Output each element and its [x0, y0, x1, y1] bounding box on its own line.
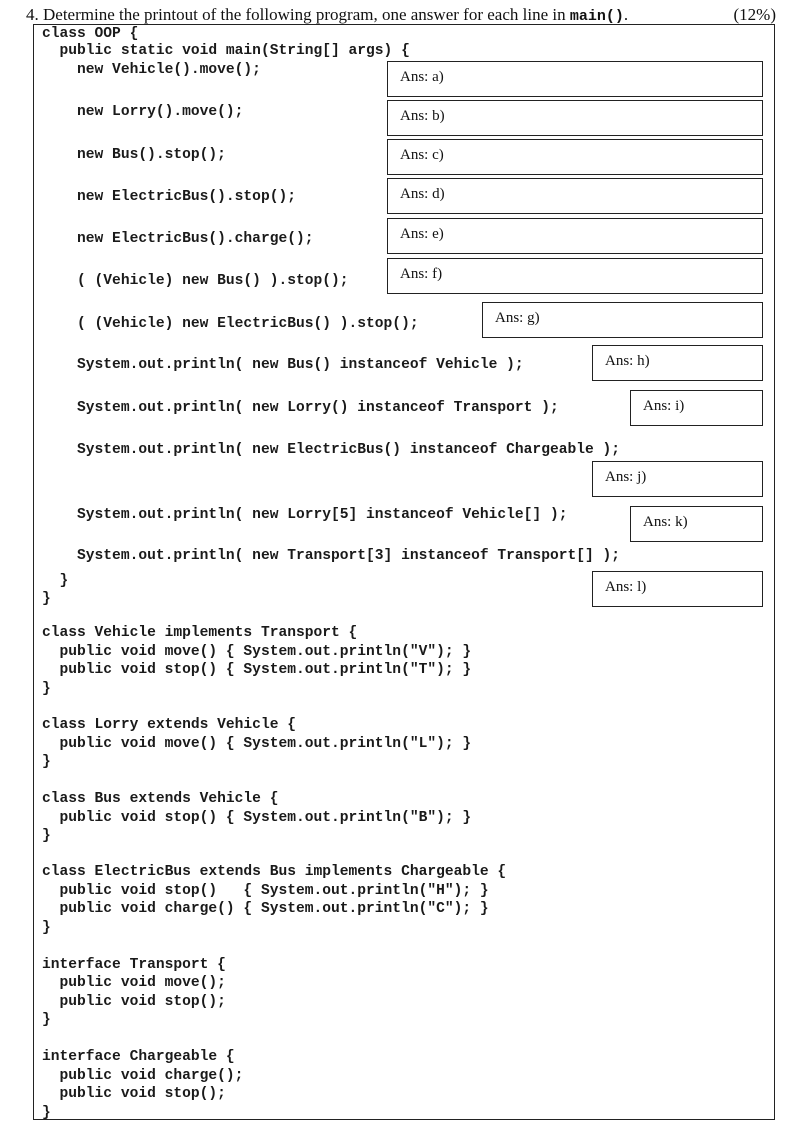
code-line-class-oop-close: }: [42, 591, 51, 607]
code-line-g: ( (Vehicle) new ElectricBus() ).stop();: [42, 316, 419, 332]
answer-label-k: Ans: k): [643, 514, 688, 530]
question-marks: (12%): [733, 5, 776, 24]
code-line-a: new Vehicle().move();: [42, 62, 261, 78]
answer-box-d[interactable]: [387, 178, 763, 214]
code-line-vehicle-move: public void move() { System.out.println("V"); }: [42, 644, 472, 660]
code-line-j: System.out.println( new ElectricBus() instanceof Chargeable );: [42, 442, 621, 458]
answer-label-c: Ans: c): [400, 147, 444, 163]
answer-label-e: Ans: e): [400, 226, 444, 242]
answer-box-l[interactable]: [592, 571, 763, 607]
answer-box-i[interactable]: [630, 390, 763, 426]
code-line-transport-close: }: [42, 1012, 51, 1028]
answer-label-b: Ans: b): [400, 108, 445, 124]
code-line-transport-decl: interface Transport {: [42, 957, 226, 973]
answer-label-d: Ans: d): [400, 186, 445, 202]
code-line-h: System.out.println( new Bus() instanceof Vehicle );: [42, 357, 524, 373]
code-line-l: System.out.println( new Transport[3] instanceof Transport[] );: [42, 548, 621, 564]
answer-box-a[interactable]: [387, 61, 763, 97]
question-header: [18, 4, 784, 26]
answer-box-c[interactable]: [387, 139, 763, 175]
code-line-lorry-decl: class Lorry extends Vehicle {: [42, 717, 296, 733]
answer-box-k[interactable]: [630, 506, 763, 542]
code-line-d: new ElectricBus().stop();: [42, 189, 296, 205]
code-line-chargeable-stop: public void stop();: [42, 1086, 226, 1102]
question-text-prefix: 4. Determine the printout of the following program, one answer for each line in: [26, 5, 570, 24]
code-line-main-signature: public static void main(String[] args) {: [42, 43, 410, 59]
code-line-k: System.out.println( new Lorry[5] instanceof Vehicle[] );: [42, 507, 568, 523]
question-text: [26, 5, 628, 25]
answer-box-f[interactable]: [387, 258, 763, 294]
code-line-bus-close: }: [42, 828, 51, 844]
code-line-vehicle-decl: class Vehicle implements Transport {: [42, 625, 358, 641]
code-line-electricbus-decl: class ElectricBus extends Bus implements Chargeable {: [42, 864, 507, 880]
answer-label-l: Ans: l): [605, 579, 647, 595]
answer-box-h[interactable]: [592, 345, 763, 381]
code-line-class-oop: class OOP {: [42, 26, 139, 42]
code-line-lorry-close: }: [42, 754, 51, 770]
code-line-electricbus-charge: public void charge() { System.out.println("C"); }: [42, 901, 489, 917]
code-line-chargeable-charge: public void charge();: [42, 1068, 244, 1084]
answer-label-h: Ans: h): [605, 353, 650, 369]
code-line-chargeable-close: }: [42, 1105, 51, 1121]
code-line-chargeable-decl: interface Chargeable {: [42, 1049, 235, 1065]
code-line-transport-move: public void move();: [42, 975, 226, 991]
answer-label-j: Ans: j): [605, 469, 647, 485]
answer-label-i: Ans: i): [643, 398, 685, 414]
code-line-bus-stop: public void stop() { System.out.println("B"); }: [42, 810, 472, 826]
code-line-c: new Bus().stop();: [42, 147, 226, 163]
answer-box-b[interactable]: [387, 100, 763, 136]
code-line-transport-stop: public void stop();: [42, 994, 226, 1010]
answer-label-g: Ans: g): [495, 310, 540, 326]
answer-box-e[interactable]: [387, 218, 763, 254]
code-line-lorry-move: public void move() { System.out.println("L"); }: [42, 736, 472, 752]
code-line-i: System.out.println( new Lorry() instanceof Transport );: [42, 400, 559, 416]
answer-box-j[interactable]: [592, 461, 763, 497]
code-line-bus-decl: class Bus extends Vehicle {: [42, 791, 279, 807]
method-name-code: main(): [569, 8, 624, 25]
answer-box-g[interactable]: [482, 302, 763, 338]
code-line-f: ( (Vehicle) new Bus() ).stop();: [42, 273, 349, 289]
code-line-main-close: }: [42, 573, 69, 589]
answer-label-a: Ans: a): [400, 69, 444, 85]
question-text-suffix: .: [623, 5, 629, 24]
code-line-vehicle-close: }: [42, 681, 51, 697]
code-line-vehicle-stop: public void stop() { System.out.println("T"); }: [42, 662, 472, 678]
code-line-b: new Lorry().move();: [42, 104, 244, 120]
code-line-electricbus-stop: public void stop() { System.out.println("H"); }: [42, 883, 489, 899]
answer-label-f: Ans: f): [400, 266, 443, 282]
code-line-e: new ElectricBus().charge();: [42, 231, 314, 247]
code-line-electricbus-close: }: [42, 920, 51, 936]
